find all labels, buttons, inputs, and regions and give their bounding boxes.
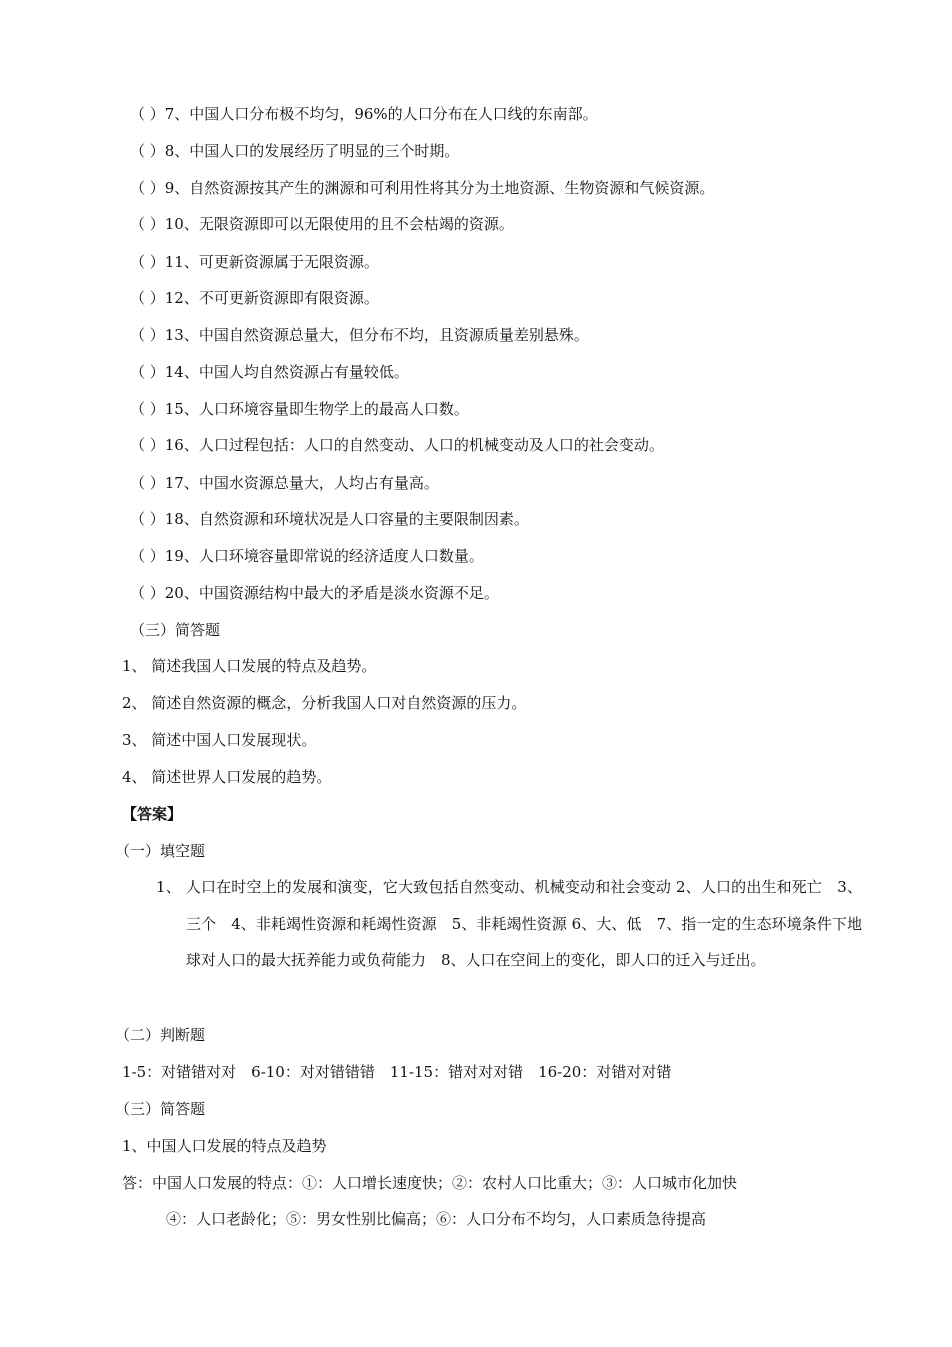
short-answer-answer-line-2: ④：人口老龄化；⑤：男女性别比偏高；⑥：人口分布不均匀，人口素质急待提高 <box>166 1210 707 1228</box>
judgement-item-9: （ ）9、自然资源按其产生的渊源和可利用性将其分为土地资源、生物资源和气候资源。 <box>130 179 715 197</box>
fill-in-heading: （一）填空题 <box>115 842 206 860</box>
judgement-item-20: （ ）20、中国资源结构中最大的矛盾是淡水资源不足。 <box>130 584 499 602</box>
short-answer-answer-question-1: 1、中国人口发展的特点及趋势 <box>122 1137 327 1155</box>
judgement-item-14: （ ）14、中国人均自然资源占有量较低。 <box>130 363 409 381</box>
short-answer-heading: （三）简答题 <box>130 621 221 639</box>
judgement-item-12: （ ）12、不可更新资源即有限资源。 <box>130 289 379 307</box>
short-answer-question-1: 1、 简述我国人口发展的特点及趋势。 <box>122 657 377 675</box>
judgement-answer-heading: （二）判断题 <box>115 1026 206 1044</box>
short-answer-answer-line-1: 答：中国人口发展的特点：①：人口增长速度快；②：农村人口比重大；③：人口城市化加快 <box>122 1174 738 1192</box>
judgement-item-13: （ ）13、中国自然资源总量大，但分布不均，且资源质量差别悬殊。 <box>130 326 589 344</box>
short-answer-question-2: 2、 简述自然资源的概念，分析我国人口对自然资源的压力。 <box>122 694 527 712</box>
judgement-item-7: （ ）7、中国人口分布极不均匀，96%的人口分布在人口线的东南部。 <box>130 105 598 123</box>
short-answer-question-4: 4、 简述世界人口发展的趋势。 <box>122 768 332 786</box>
short-answer-question-3: 3、 简述中国人口发展现状。 <box>122 731 317 749</box>
answers-title: 【答案】 <box>122 805 183 823</box>
judgement-item-18: （ ）18、自然资源和环境状况是人口容量的主要限制因素。 <box>130 510 529 528</box>
judgement-item-11: （ ）11、可更新资源属于无限资源。 <box>130 253 379 271</box>
short-answer-answer-heading: （三）简答题 <box>115 1100 206 1118</box>
judgement-item-8: （ ）8、中国人口的发展经历了明显的三个时期。 <box>130 142 460 160</box>
judgement-answer: 1-5：对错错对对 6-10：对对错错错 11-15：错对对对错 16-20：对错对对错 <box>122 1063 672 1081</box>
fill-in-answer: 1、 人口在时空上的发展和演变，它大致包括自然变动、机械变动和社会变动 2、人口的出生和死亡 3、三个 4、非耗竭性资源和耗竭性资源 5、非耗竭性资源 6、大、低 7、指一定的生态环境条件下地球对人口的最大抚养能力或负荷能力 8、人口在空间上的变化，即人口的迁入与迁出。 <box>156 878 862 969</box>
judgement-item-19: （ ）19、人口环境容量即常说的经济适度人口数量。 <box>130 547 484 565</box>
judgement-item-16: （ ）16、人口过程包括：人口的自然变动、人口的机械变动及人口的社会变动。 <box>130 436 664 454</box>
judgement-item-17: （ ）17、中国水资源总量大，人均占有量高。 <box>130 474 439 492</box>
judgement-item-15: （ ）15、人口环境容量即生物学上的最高人口数。 <box>130 400 469 418</box>
judgement-item-10: （ ）10、无限资源即可以无限使用的且不会枯竭的资源。 <box>130 215 514 233</box>
